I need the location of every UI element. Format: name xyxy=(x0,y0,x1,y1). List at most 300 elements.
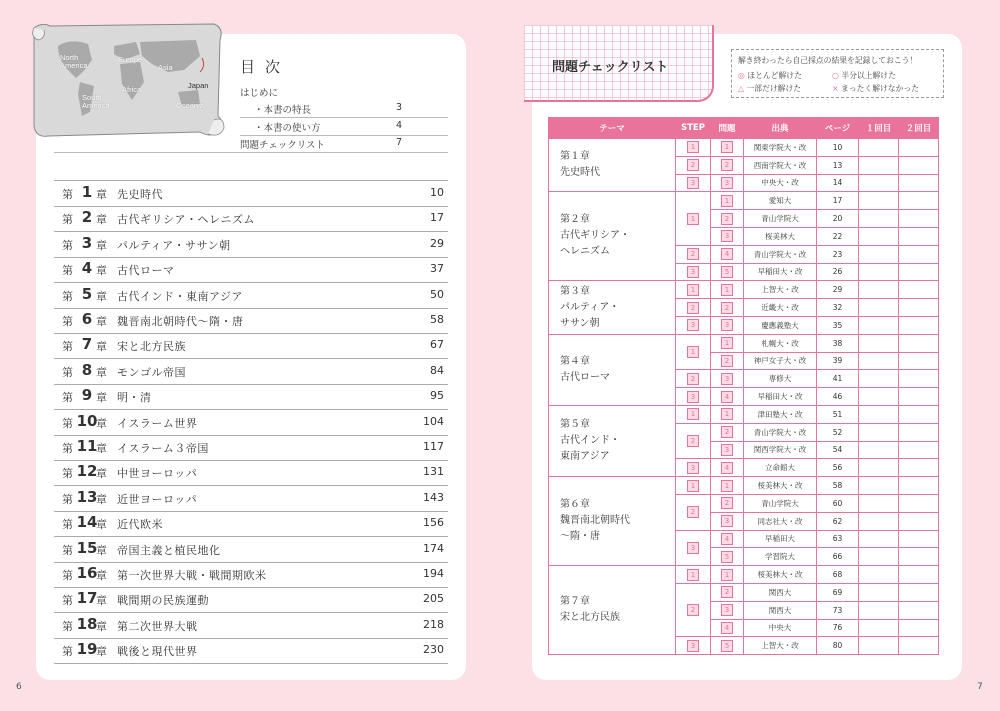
chapter-page: 84 xyxy=(430,363,444,377)
question-badge: 2 xyxy=(721,497,733,509)
chapter-number: 8 xyxy=(81,360,93,379)
question-cell xyxy=(711,530,744,548)
chapter-dai: 第 xyxy=(62,264,73,278)
chapter-dai: 第 xyxy=(62,492,73,506)
question-badge: 1 xyxy=(721,337,733,349)
chapter-number: 17 xyxy=(76,589,98,608)
chapter-page: 67 xyxy=(430,338,444,352)
first-attempt-cell[interactable] xyxy=(859,192,899,210)
chapter-row[interactable] xyxy=(54,206,448,232)
source-cell: 中央大 xyxy=(744,619,817,637)
checklist-row xyxy=(549,334,939,352)
chapter-row[interactable] xyxy=(54,537,448,563)
second-attempt-cell[interactable] xyxy=(899,352,939,370)
second-attempt-cell[interactable] xyxy=(899,174,939,192)
step-badge: 3 xyxy=(687,542,699,554)
chapter-title: 魏晋南北朝時代～隋・唐 xyxy=(117,315,244,328)
chapter-row[interactable] xyxy=(54,486,448,512)
first-attempt-cell[interactable] xyxy=(859,263,899,281)
question-badge: 2 xyxy=(721,355,733,367)
second-attempt-cell[interactable] xyxy=(899,334,939,352)
chapter-row[interactable] xyxy=(54,511,448,537)
step-cell xyxy=(676,192,711,245)
question-badge: 2 xyxy=(721,586,733,598)
step-badge: 3 xyxy=(687,177,699,189)
question-cell xyxy=(711,299,744,317)
first-attempt-cell[interactable] xyxy=(859,441,899,459)
chapter-row[interactable] xyxy=(54,384,448,410)
chapter-page: 104 xyxy=(423,414,444,428)
first-attempt-cell[interactable] xyxy=(859,477,899,495)
step-cell xyxy=(676,477,711,495)
question-cell xyxy=(711,601,744,619)
chapter-title: 近代欧米 xyxy=(117,518,163,532)
question-cell xyxy=(711,281,744,299)
first-attempt-cell[interactable] xyxy=(859,139,899,157)
chapter-row[interactable] xyxy=(54,308,448,334)
question-badge: 4 xyxy=(721,622,733,634)
column-header: 出典 xyxy=(744,118,817,139)
chapter-page: 156 xyxy=(423,516,444,530)
question-badge: 5 xyxy=(721,640,733,652)
step-badge: 1 xyxy=(687,346,699,358)
chapter-page: 17 xyxy=(430,211,444,225)
toc-title: 目次 xyxy=(240,58,291,76)
chapter-page: 230 xyxy=(423,643,444,657)
source-cell: 愛知大 xyxy=(744,192,817,210)
source-cell: 桜美林大・改 xyxy=(744,566,817,584)
page-cell: 39 xyxy=(817,352,859,370)
first-attempt-cell[interactable] xyxy=(859,494,899,512)
second-attempt-cell[interactable] xyxy=(899,405,939,423)
legend-text: 半分以上解けた xyxy=(841,71,896,80)
chapter-title: 古代インド・東南アジア xyxy=(117,289,244,303)
first-attempt-cell[interactable] xyxy=(859,227,899,245)
second-attempt-cell[interactable] xyxy=(899,619,939,637)
question-cell xyxy=(711,459,744,477)
question-badge: 1 xyxy=(721,569,733,581)
chapter-number: 10 xyxy=(76,411,98,430)
question-cell xyxy=(711,174,744,192)
first-attempt-cell[interactable] xyxy=(859,619,899,637)
first-attempt-cell[interactable] xyxy=(859,245,899,263)
chapter-page: 37 xyxy=(430,262,444,276)
page-cell: 35 xyxy=(817,316,859,334)
step-badge: 2 xyxy=(687,435,699,447)
second-attempt-cell[interactable] xyxy=(899,601,939,619)
question-cell xyxy=(711,370,744,388)
second-attempt-cell[interactable] xyxy=(899,316,939,334)
chapter-row[interactable] xyxy=(54,613,448,639)
legend-symbol: ○ xyxy=(832,71,839,80)
second-attempt-cell[interactable] xyxy=(899,548,939,566)
question-badge: 1 xyxy=(721,141,733,153)
self-score-legend xyxy=(731,49,944,98)
second-attempt-cell[interactable] xyxy=(899,583,939,601)
chapter-sho: 章 xyxy=(96,365,107,379)
first-attempt-cell[interactable] xyxy=(859,405,899,423)
chapter-page: 58 xyxy=(430,313,444,326)
second-attempt-cell[interactable] xyxy=(899,245,939,263)
second-attempt-cell[interactable] xyxy=(899,637,939,655)
page-cell: 32 xyxy=(817,299,859,317)
chapter-dai: 第 xyxy=(62,442,73,455)
first-attempt-cell[interactable] xyxy=(859,210,899,228)
theme-cell: 第１章 先史時代 xyxy=(549,139,676,192)
chapter-dai: 第 xyxy=(62,594,73,608)
step-badge: 3 xyxy=(687,319,699,331)
first-attempt-cell[interactable] xyxy=(859,512,899,530)
chapter-sho: 章 xyxy=(96,213,107,227)
source-cell: 青山学院大 xyxy=(744,210,817,228)
question-badge: 2 xyxy=(721,159,733,171)
first-attempt-cell[interactable] xyxy=(859,352,899,370)
column-header: ページ xyxy=(817,118,859,139)
label-japan: Japan xyxy=(188,81,209,90)
column-header: 問題 xyxy=(711,118,744,139)
step-badge: 2 xyxy=(687,506,699,518)
column-header: ２回目 xyxy=(899,118,939,139)
second-attempt-cell[interactable] xyxy=(899,566,939,584)
step-cell xyxy=(676,334,711,370)
intro-item-title: ・本書の使い方 xyxy=(254,123,321,134)
question-badge: 3 xyxy=(721,373,733,385)
legend-symbol: ◎ xyxy=(738,71,745,80)
second-attempt-cell[interactable] xyxy=(899,477,939,495)
column-header: １回目 xyxy=(859,118,899,139)
step-cell xyxy=(676,316,711,334)
step-cell xyxy=(676,530,711,566)
first-attempt-cell[interactable] xyxy=(859,316,899,334)
page-cell: 29 xyxy=(817,281,859,299)
source-cell: 同志社大・改 xyxy=(744,512,817,530)
legend-symbol: △ xyxy=(738,84,744,93)
question-badge: 5 xyxy=(721,551,733,563)
second-attempt-cell[interactable] xyxy=(899,423,939,441)
chapter-row[interactable] xyxy=(54,410,448,436)
label-north-america: North America xyxy=(60,53,88,70)
theme-cell: 第４章 古代ローマ xyxy=(549,334,676,405)
chapter-page: 95 xyxy=(430,389,444,403)
intro-item-page: 4 xyxy=(395,120,402,131)
question-badge: 3 xyxy=(721,444,733,456)
world-map-illustration xyxy=(28,20,228,140)
source-cell: 西南学院大・改 xyxy=(744,156,817,174)
second-attempt-cell[interactable] xyxy=(899,227,939,245)
second-attempt-cell[interactable] xyxy=(899,530,939,548)
step-badge: 2 xyxy=(687,159,699,171)
step-badge: 3 xyxy=(687,391,699,403)
question-cell xyxy=(711,405,744,423)
page-number-right: 7 xyxy=(977,682,983,692)
second-attempt-cell[interactable] xyxy=(899,512,939,530)
chapter-page: 194 xyxy=(423,567,444,580)
chapter-sho: 章 xyxy=(96,543,107,557)
step-badge: 1 xyxy=(687,480,699,492)
page-cell: 23 xyxy=(817,245,859,263)
chapter-sho: 章 xyxy=(96,569,107,582)
chapter-number: 15 xyxy=(76,538,98,557)
first-attempt-cell[interactable] xyxy=(859,299,899,317)
source-cell: 関西学院大・改 xyxy=(744,441,817,459)
intro-item-page: 3 xyxy=(395,102,402,113)
step-cell xyxy=(676,370,711,388)
chapter-number: 1 xyxy=(81,183,93,201)
chapter-row[interactable] xyxy=(54,435,448,461)
second-attempt-cell[interactable] xyxy=(899,459,939,477)
page-cell: 41 xyxy=(817,370,859,388)
step-cell xyxy=(676,459,711,477)
page-cell: 69 xyxy=(817,583,859,601)
chapter-sho: 章 xyxy=(96,467,107,481)
source-cell: 上智大・改 xyxy=(744,281,817,299)
legend-intro: 解き終わったら自己採点の結果を記録しておこう！ xyxy=(738,56,918,65)
question-badge: 3 xyxy=(721,604,733,616)
page-cell: 60 xyxy=(817,494,859,512)
page-number-left: 6 xyxy=(16,682,22,692)
chapter-number: 12 xyxy=(76,462,98,481)
question-badge: 4 xyxy=(721,462,733,474)
question-badge: 4 xyxy=(721,533,733,545)
first-attempt-cell[interactable] xyxy=(859,548,899,566)
chapter-dai: 第 xyxy=(62,340,73,354)
question-cell xyxy=(711,441,744,459)
chapter-sho: 章 xyxy=(96,238,107,252)
chapter-number: 11 xyxy=(76,437,98,455)
chapter-title: 第一次世界大戦・戦間期欧米 xyxy=(117,569,267,582)
chapter-page: 143 xyxy=(423,490,444,504)
source-cell: 神戸女子大・改 xyxy=(744,352,817,370)
chapter-sho: 章 xyxy=(96,645,107,659)
chapter-page: 218 xyxy=(423,617,444,631)
chapter-number: 6 xyxy=(81,310,93,328)
chapter-title: 古代ギリシア・ヘレニズム xyxy=(117,213,255,227)
chapter-sho: 章 xyxy=(96,264,107,278)
step-badge: 3 xyxy=(687,462,699,474)
page-cell: 56 xyxy=(817,459,859,477)
first-attempt-cell[interactable] xyxy=(859,281,899,299)
first-attempt-cell[interactable] xyxy=(859,174,899,192)
legend-text: ほとんど解けた xyxy=(747,71,802,80)
source-cell: 青山学院大・改 xyxy=(744,245,817,263)
question-badge: 4 xyxy=(721,391,733,403)
chapter-sho: 章 xyxy=(96,442,107,455)
step-cell xyxy=(676,637,711,655)
question-cell xyxy=(711,619,744,637)
first-attempt-cell[interactable] xyxy=(859,370,899,388)
source-cell: 学習院大 xyxy=(744,548,817,566)
page-cell: 10 xyxy=(817,139,859,157)
source-cell: 津田塾大・改 xyxy=(744,405,817,423)
chapter-row[interactable] xyxy=(54,587,448,613)
chapter-title: 古代ローマ xyxy=(117,264,175,278)
first-attempt-cell[interactable] xyxy=(859,601,899,619)
page-cell: 13 xyxy=(817,156,859,174)
question-cell xyxy=(711,245,744,263)
question-badge: 3 xyxy=(721,319,733,331)
chapter-row[interactable] xyxy=(54,257,448,283)
chapter-title: イスラーム世界 xyxy=(117,416,198,430)
question-cell xyxy=(711,637,744,655)
checklist-toc-title: 問題チェックリスト xyxy=(240,140,326,151)
chapter-number: 13 xyxy=(76,487,98,506)
chapter-title: 戦後と現代世界 xyxy=(117,645,198,659)
first-attempt-cell[interactable] xyxy=(859,388,899,406)
second-attempt-cell[interactable] xyxy=(899,263,939,281)
page-cell: 20 xyxy=(817,210,859,228)
chapter-title: 明・清 xyxy=(117,391,152,405)
step-cell xyxy=(676,299,711,317)
chapter-dai: 第 xyxy=(62,238,73,252)
source-cell: 関西大 xyxy=(744,601,817,619)
chapter-sho: 章 xyxy=(96,188,107,201)
chapter-page: 117 xyxy=(423,440,444,453)
chapter-row[interactable] xyxy=(54,562,448,588)
chapter-dai: 第 xyxy=(62,518,73,532)
chapter-row[interactable] xyxy=(54,181,448,207)
checklist-row xyxy=(549,477,939,495)
step-badge: 3 xyxy=(687,266,699,278)
question-badge: 2 xyxy=(721,213,733,225)
checklist-toc-item[interactable] xyxy=(54,134,448,153)
first-attempt-cell[interactable] xyxy=(859,530,899,548)
checklist-row xyxy=(549,192,939,210)
chapter-dai: 第 xyxy=(62,467,73,481)
second-attempt-cell[interactable] xyxy=(899,139,939,157)
source-cell: 桜美林大 xyxy=(744,227,817,245)
page-cell: 46 xyxy=(817,388,859,406)
step-cell xyxy=(676,388,711,406)
chapter-sho: 章 xyxy=(96,315,107,328)
legend-symbol: × xyxy=(832,84,839,93)
second-attempt-cell[interactable] xyxy=(899,388,939,406)
checklist-row xyxy=(549,566,939,584)
chapter-number: 2 xyxy=(81,208,93,227)
second-attempt-cell[interactable] xyxy=(899,156,939,174)
question-cell xyxy=(711,316,744,334)
second-attempt-cell[interactable] xyxy=(899,441,939,459)
column-header: テーマ xyxy=(549,118,676,139)
chapter-row[interactable] xyxy=(54,359,448,385)
question-cell xyxy=(711,352,744,370)
step-cell xyxy=(676,423,711,459)
label-south-america: South America xyxy=(82,93,110,110)
legend-text: まったく解けなかった xyxy=(841,84,919,93)
second-attempt-cell[interactable] xyxy=(899,370,939,388)
first-attempt-cell[interactable] xyxy=(859,423,899,441)
chapter-number: 9 xyxy=(81,386,93,405)
page-cell: 62 xyxy=(817,512,859,530)
step-badge: 2 xyxy=(687,604,699,616)
source-cell: 青山学院大 xyxy=(744,494,817,512)
second-attempt-cell[interactable] xyxy=(899,210,939,228)
chapter-number: 14 xyxy=(76,513,98,532)
label-asia: Asia xyxy=(158,63,173,72)
question-cell xyxy=(711,210,744,228)
first-attempt-cell[interactable] xyxy=(859,637,899,655)
source-cell: 専修大 xyxy=(744,370,817,388)
chapter-dai: 第 xyxy=(62,315,73,328)
page-cell: 63 xyxy=(817,530,859,548)
world-map-scroll xyxy=(28,20,228,140)
question-cell xyxy=(711,388,744,406)
source-cell: 近畿大・改 xyxy=(744,299,817,317)
chapter-row[interactable] xyxy=(54,460,448,486)
page-cell: 58 xyxy=(817,477,859,495)
step-badge: 1 xyxy=(687,141,699,153)
chapter-dai: 第 xyxy=(62,619,73,633)
step-badge: 1 xyxy=(687,284,699,296)
chapter-title: イスラーム３帝国 xyxy=(117,442,209,455)
first-attempt-cell[interactable] xyxy=(859,459,899,477)
source-cell: 関東学院大・改 xyxy=(744,139,817,157)
source-cell: 早稲田大・改 xyxy=(744,388,817,406)
second-attempt-cell[interactable] xyxy=(899,281,939,299)
chapter-sho: 章 xyxy=(96,289,107,303)
first-attempt-cell[interactable] xyxy=(859,583,899,601)
first-attempt-cell[interactable] xyxy=(859,156,899,174)
question-cell xyxy=(711,548,744,566)
chapter-title: 帝国主義と植民地化 xyxy=(117,543,221,557)
chapter-number: 3 xyxy=(81,233,93,252)
second-attempt-cell[interactable] xyxy=(899,299,939,317)
chapter-sho: 章 xyxy=(96,518,107,532)
theme-cell: 第３章 パルティア・ ササン朝 xyxy=(549,281,676,334)
step-badge: 3 xyxy=(687,640,699,652)
question-cell xyxy=(711,263,744,281)
step-cell xyxy=(676,174,711,192)
chapter-dai: 第 xyxy=(62,365,73,379)
chapter-row[interactable] xyxy=(54,232,448,258)
step-badge: 2 xyxy=(687,302,699,314)
chapter-sho: 章 xyxy=(96,416,107,430)
step-cell xyxy=(676,405,711,423)
chapter-page: 174 xyxy=(423,541,444,555)
checklist-row xyxy=(549,281,939,299)
chapter-row[interactable] xyxy=(54,283,448,309)
step-badge: 2 xyxy=(687,248,699,260)
page-cell: 76 xyxy=(817,619,859,637)
source-cell: 早稲田大・改 xyxy=(744,263,817,281)
source-cell: 上智大・改 xyxy=(744,637,817,655)
first-attempt-cell[interactable] xyxy=(859,566,899,584)
step-badge: 1 xyxy=(687,408,699,420)
chapter-title: 戦間期の民族運動 xyxy=(117,594,209,608)
chapter-row[interactable] xyxy=(54,638,448,664)
question-cell xyxy=(711,423,744,441)
step-cell xyxy=(676,245,711,263)
chapter-title: 第二次世界大戦 xyxy=(117,619,198,633)
chapter-dai: 第 xyxy=(62,645,73,659)
source-cell: 立命館大 xyxy=(744,459,817,477)
first-attempt-cell[interactable] xyxy=(859,334,899,352)
chapter-row[interactable] xyxy=(54,333,448,359)
second-attempt-cell[interactable] xyxy=(899,192,939,210)
intro-item-title: ・本書の特長 xyxy=(254,105,312,116)
intro-item[interactable] xyxy=(240,99,448,118)
source-cell: 桜美林大・改 xyxy=(744,477,817,495)
chapter-title: パルティア・ササン朝 xyxy=(117,238,231,252)
checklist-title: 問題チェックリスト xyxy=(552,60,669,75)
chapter-page: 50 xyxy=(430,287,444,301)
label-europe: Europe xyxy=(118,55,143,64)
step-cell xyxy=(676,139,711,157)
second-attempt-cell[interactable] xyxy=(899,494,939,512)
theme-cell: 第５章 古代インド・ 東南アジア xyxy=(549,405,676,476)
legend-text: 一部だけ解けた xyxy=(746,84,802,93)
page-cell: 26 xyxy=(817,263,859,281)
step-cell xyxy=(676,156,711,174)
